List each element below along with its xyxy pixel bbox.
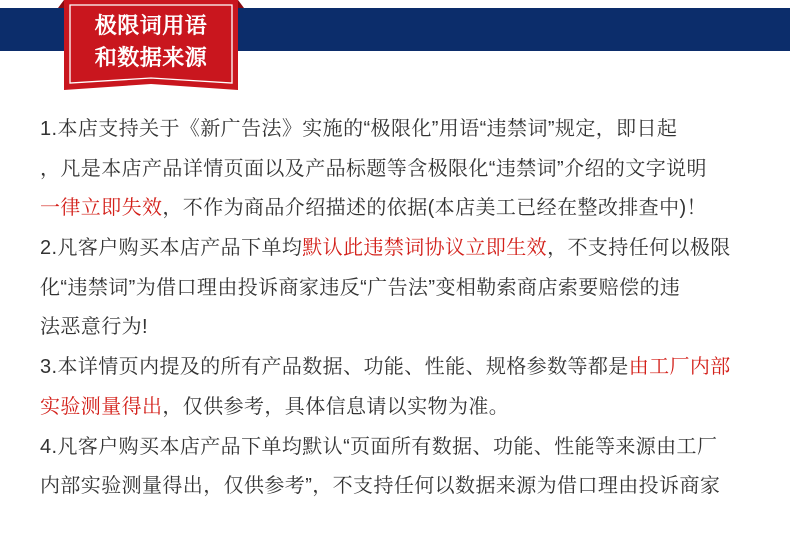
- notice-line: [40, 189, 780, 229]
- notice-text: ，不支持任何以极限: [547, 237, 731, 260]
- notice-line: [40, 269, 780, 309]
- notice-text: 1.本店支持关于《新广告法》实施的“极限化”用语“违禁词”规定，即日起: [40, 118, 678, 140]
- notice-text: 内部实验测量得出，仅供参考”，不支持任何以数据来源为借口理由投诉商家: [40, 475, 721, 498]
- notice-line: [40, 348, 780, 388]
- notice-highlight-text: 实验测量得出: [40, 395, 163, 418]
- notice-line: [40, 150, 780, 190]
- notice-line: [40, 110, 780, 150]
- notice-text: 3.本详情页内提及的所有产品数据、功能、性能、规格参数等都是: [40, 356, 629, 379]
- notice-text: 4.凡客户购买本店产品下单均默认“页面所有数据、功能、性能等来源由工厂: [40, 435, 718, 458]
- badge-fold-right: [238, 0, 244, 8]
- title-badge: [56, 0, 246, 96]
- notice-line: [40, 388, 780, 428]
- notice-text: 2.凡客户购买本店产品下单均: [40, 237, 303, 260]
- notice-highlight-text: 由工厂内部: [628, 356, 731, 379]
- notice-text: ，不作为商品介绍描述的依据(本店美工已经在整改排查中)！: [162, 197, 707, 220]
- badge-title-line-1: 极限词用语: [94, 13, 208, 38]
- notice-text: 化“违禁词”为借口理由投诉商家违反“广告法”变相勒索商店索要赔偿的违: [40, 276, 681, 299]
- badge-fold-left: [58, 0, 64, 8]
- notice-text: ，凡是本店产品详情页面以及产品标题等含极限化“违禁词”介绍的文字说明: [40, 157, 707, 180]
- notice-highlight-text: 一律立即失效: [40, 197, 163, 220]
- notice-line: [40, 229, 780, 269]
- notice-line: [40, 308, 780, 348]
- notice-line: [40, 428, 780, 468]
- badge-title-line-2: 和数据来源: [94, 45, 208, 70]
- notice-highlight-text: 默认此违禁词协议立即生效: [302, 237, 548, 260]
- notice-text: ，仅供参考，具体信息请以实物为准。: [162, 395, 510, 418]
- notice-text: 法恶意行为!: [40, 316, 148, 339]
- notice-line: [40, 467, 780, 507]
- notice-body: [40, 110, 780, 507]
